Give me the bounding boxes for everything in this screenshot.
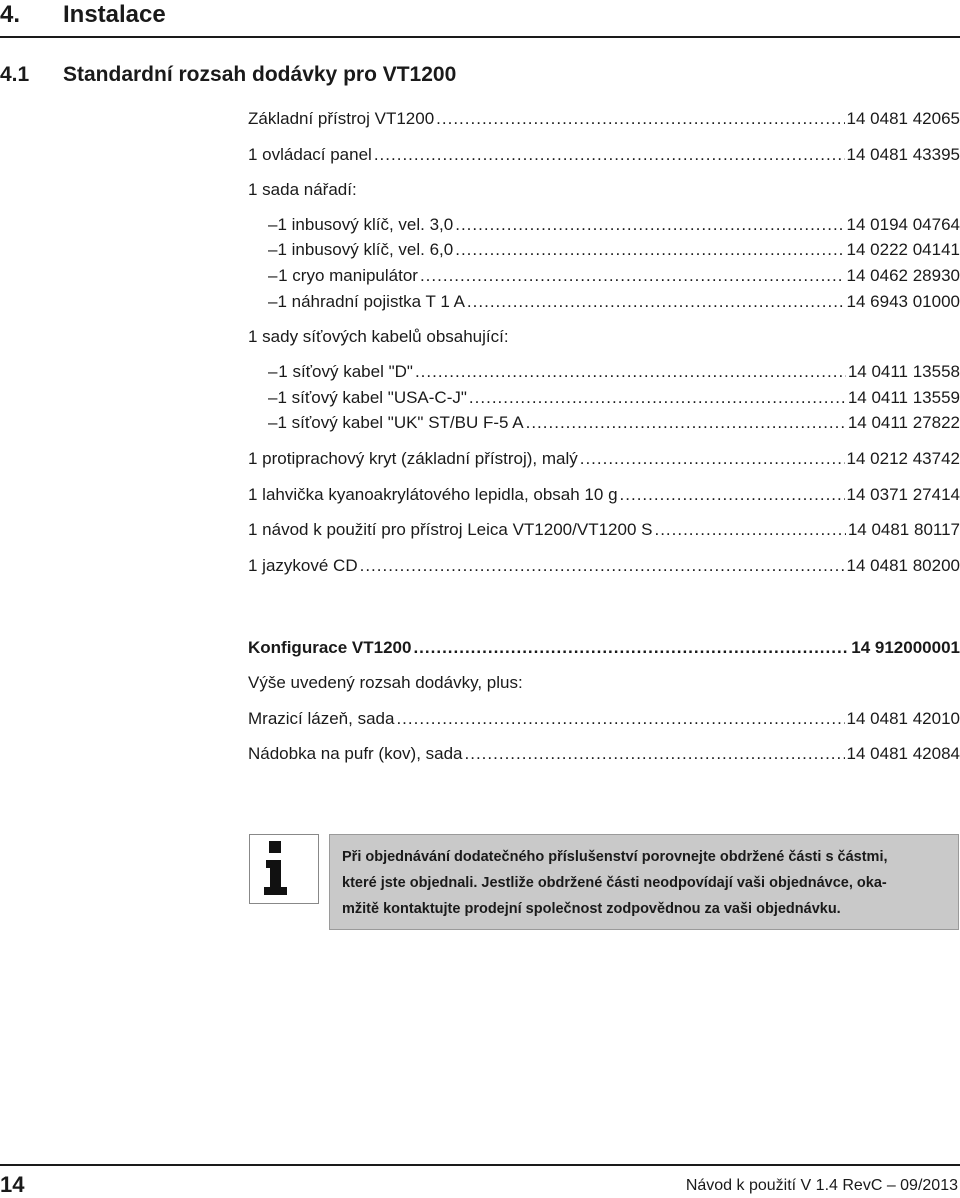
list-item	[268, 237, 960, 263]
item-label: 1 cryo manipulátor	[278, 266, 418, 285]
item-code: 14 0481 80200	[846, 556, 960, 575]
chapter-title: Instalace	[63, 1, 166, 28]
chapter-number: 4.	[0, 1, 21, 28]
note-box	[329, 834, 959, 930]
item-label: 1 náhradní pojistka T 1 A	[277, 292, 465, 311]
item-label: 1 inbusový klíč, vel. 6,0	[277, 240, 454, 259]
item-code: 14 0194 04764	[846, 215, 960, 234]
dot-leader	[374, 142, 845, 168]
item-code: 14 0212 43742	[846, 449, 960, 468]
item-label: 1 síťový kabel "USA-C-J"	[277, 388, 467, 407]
section-number: 4.1	[0, 63, 30, 86]
dot-leader	[360, 553, 845, 579]
item-code: 14 0481 42084	[846, 744, 960, 763]
item-code: 14 0222 04141	[846, 240, 960, 259]
dash-marker: –	[268, 240, 278, 259]
chapter-heading	[0, 0, 960, 30]
chapter-divider	[0, 36, 960, 38]
config-heading	[248, 635, 960, 661]
group-heading: 1 sady síťových kabelů obsahující:	[248, 327, 509, 346]
dot-leader	[654, 517, 845, 543]
config-subtitle: Výše uvedený rozsah dodávky, plus:	[248, 673, 523, 692]
item-label: 1 síťový kabel "UK" ST/BU F-5 A	[277, 413, 524, 432]
item-code: 14 0481 80117	[847, 520, 960, 539]
group-heading: 1 sada nářadí:	[248, 180, 357, 199]
item-label: 1 jazykové CD	[248, 556, 358, 575]
item-label: 1 lahvička kyanoakrylátového lepidla, obsah 10 g	[248, 485, 618, 504]
item-label: 1 síťový kabel "D"	[278, 362, 413, 381]
dot-leader	[580, 446, 845, 472]
item-code: 14 0481 42065	[846, 109, 960, 128]
config-label: Konfigurace VT1200	[248, 638, 412, 657]
item-code: 14 0411 13559	[847, 388, 960, 407]
dot-leader	[467, 289, 845, 315]
list-item	[248, 517, 960, 543]
page-number: 14	[0, 1172, 25, 1197]
item-label: Základní přístroj VT1200	[248, 109, 435, 128]
item-code: 14 0371 27414	[846, 485, 960, 504]
item-label: 1 protiprachový kryt (základní přístroj), malý	[248, 449, 578, 468]
dot-leader	[396, 706, 844, 732]
dot-leader	[436, 106, 844, 132]
config-code: 14 912000001	[851, 638, 960, 657]
item-code: 14 0481 43395	[846, 145, 960, 164]
list-item	[268, 289, 960, 315]
item-code: 14 0411 13558	[847, 362, 960, 381]
dash-marker: –	[268, 292, 278, 311]
list-item	[268, 385, 960, 411]
list-item	[248, 706, 960, 732]
note-line: Při objednávání dodatečného příslušenství porovnejte obdržené části s částmi,	[342, 849, 888, 865]
dash-marker: –	[268, 215, 278, 234]
list-item	[268, 359, 960, 385]
list-item	[248, 106, 960, 132]
list-item	[248, 446, 960, 472]
dash-marker: –	[268, 413, 278, 432]
item-label: Mrazicí lázeň, sada	[248, 709, 395, 728]
dash-marker: –	[268, 266, 278, 285]
note-line: mžitě kontaktujte prodejní společnost zodpovědnou za vaši objednávku.	[342, 901, 841, 917]
list-item	[268, 212, 960, 238]
dash-marker: –	[268, 388, 278, 407]
item-code: 14 0411 27822	[847, 413, 960, 432]
dot-leader	[620, 482, 845, 508]
item-label: 1 návod k použití pro přístroj Leica VT1200/VT1200 S	[248, 520, 653, 539]
item-code: 14 6943 01000	[846, 292, 960, 311]
note-line: které jste objednali. Jestliže obdržené části neodpovídají vaši objednávce, oka-	[342, 875, 887, 891]
dot-leader	[465, 741, 845, 767]
item-code: 14 0462 28930	[846, 266, 960, 285]
item-label: 1 inbusový klíč, vel. 3,0	[277, 215, 454, 234]
list-item	[248, 553, 960, 579]
dot-leader	[455, 237, 844, 263]
section-heading	[0, 60, 960, 90]
section-title: Standardní rozsah dodávky pro VT1200	[63, 63, 457, 86]
list-item	[248, 482, 960, 508]
item-code: 14 0481 42010	[846, 709, 960, 728]
list-item	[248, 741, 960, 767]
info-icon	[249, 834, 319, 904]
dot-leader	[455, 212, 844, 238]
dash-marker: –	[268, 362, 278, 381]
dot-leader	[469, 385, 846, 411]
list-item	[268, 410, 960, 436]
dot-leader	[420, 263, 845, 289]
dot-leader	[526, 410, 846, 436]
dot-leader	[415, 359, 846, 385]
item-label: 1 ovládací panel	[248, 145, 372, 164]
document-version: Návod k použití V 1.4 RevC – 09/2013	[685, 1177, 958, 1194]
item-label: Nádobka na pufr (kov), sada	[248, 744, 463, 763]
footer-divider	[0, 1164, 960, 1166]
dot-leader	[413, 635, 849, 661]
list-item	[248, 142, 960, 168]
list-item	[268, 263, 960, 289]
